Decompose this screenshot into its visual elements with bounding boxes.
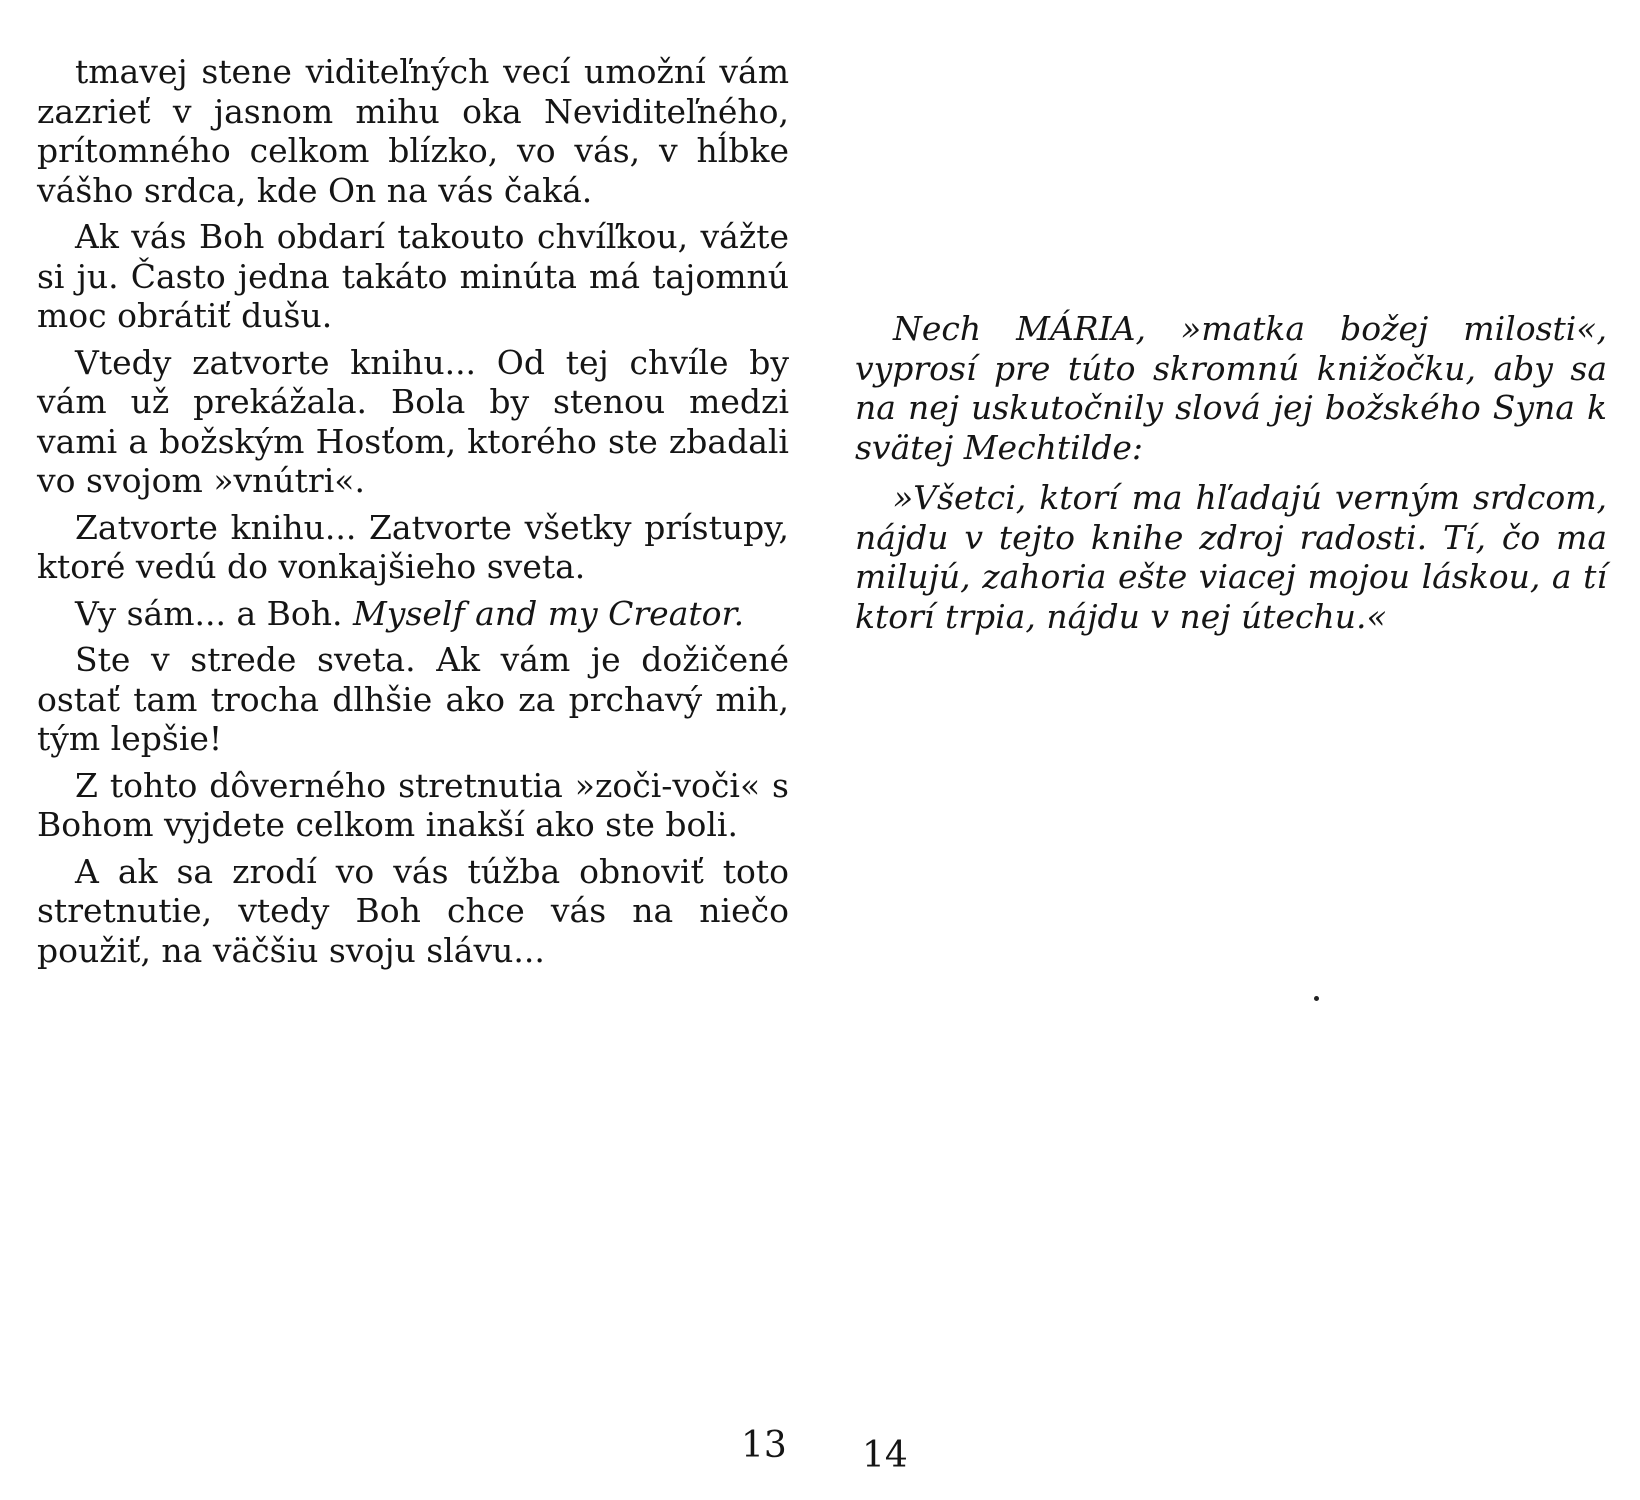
right-page (820, 0, 1640, 1500)
paragraph: A ak sa zrodí vo vás túžba obnoviť toto stretnutie, vtedy Boh chce vás na niečo použiť, na väčšiu svoju slávu... (37, 851, 789, 970)
paragraph: Nech MÁRIA, »matka božej milosti«, vyprosí pre túto skromnú knižočku, aby sa na nej uskutočnily slová jej božského Syna k svätej Mechtilde: (855, 309, 1607, 467)
quote-paragraph: »Všetci, ktorí ma hľadajú verným srdcom, nájdu v tejto knihe zdroj radosti. Tí, čo ma milujú, zahoria ešte viacej mojou láskou, a tí ktorí trpia, nájdu v nej útechu.« (855, 478, 1607, 636)
paragraph: Z tohto dôverného stretnutia »zoči-voči« s Bohom vyjdete celkom inakší ako ste boli. (37, 765, 789, 844)
paragraph (37, 594, 789, 634)
paragraph: tmavej stene viditeľných vecí umožní vám zazrieť v jasnom mihu oka Neviditeľného, prítomného celkom blízko, vo vás, v hĺbke vášho srdca, kde On na vás čaká. (37, 52, 789, 210)
english-quote: Myself and my Creator. (353, 593, 745, 633)
page-number: 14 (862, 1435, 908, 1476)
paragraph: Ste v strede sveta. Ak vám je dožičené ostať tam trocha dlhšie ako za prchavý mih, tým lepšie! (37, 640, 789, 758)
print-speck (1314, 996, 1319, 1001)
paragraph: Zatvorte knihu... Zatvorte všetky prístupy, ktoré vedú do vonkajšieho sveta. (37, 507, 789, 586)
left-page-text (37, 52, 789, 970)
paragraph: Vtedy zatvorte knihu... Od tej chvíle by vám už prekážala. Bola by stenou medzi vami a božským Hosťom, ktorého ste zbadali vo svojom »vnútri«. (37, 342, 789, 500)
page-number: 13 (741, 1425, 787, 1466)
paragraph: Ak vás Boh obdarí takouto chvíľkou, vážte si ju. Často jedna takáto minúta má tajomnú moc obrátiť dušu. (37, 217, 789, 335)
right-page-text (855, 309, 1607, 636)
alone-with-god-text: Vy sám... a Boh. (75, 593, 343, 633)
